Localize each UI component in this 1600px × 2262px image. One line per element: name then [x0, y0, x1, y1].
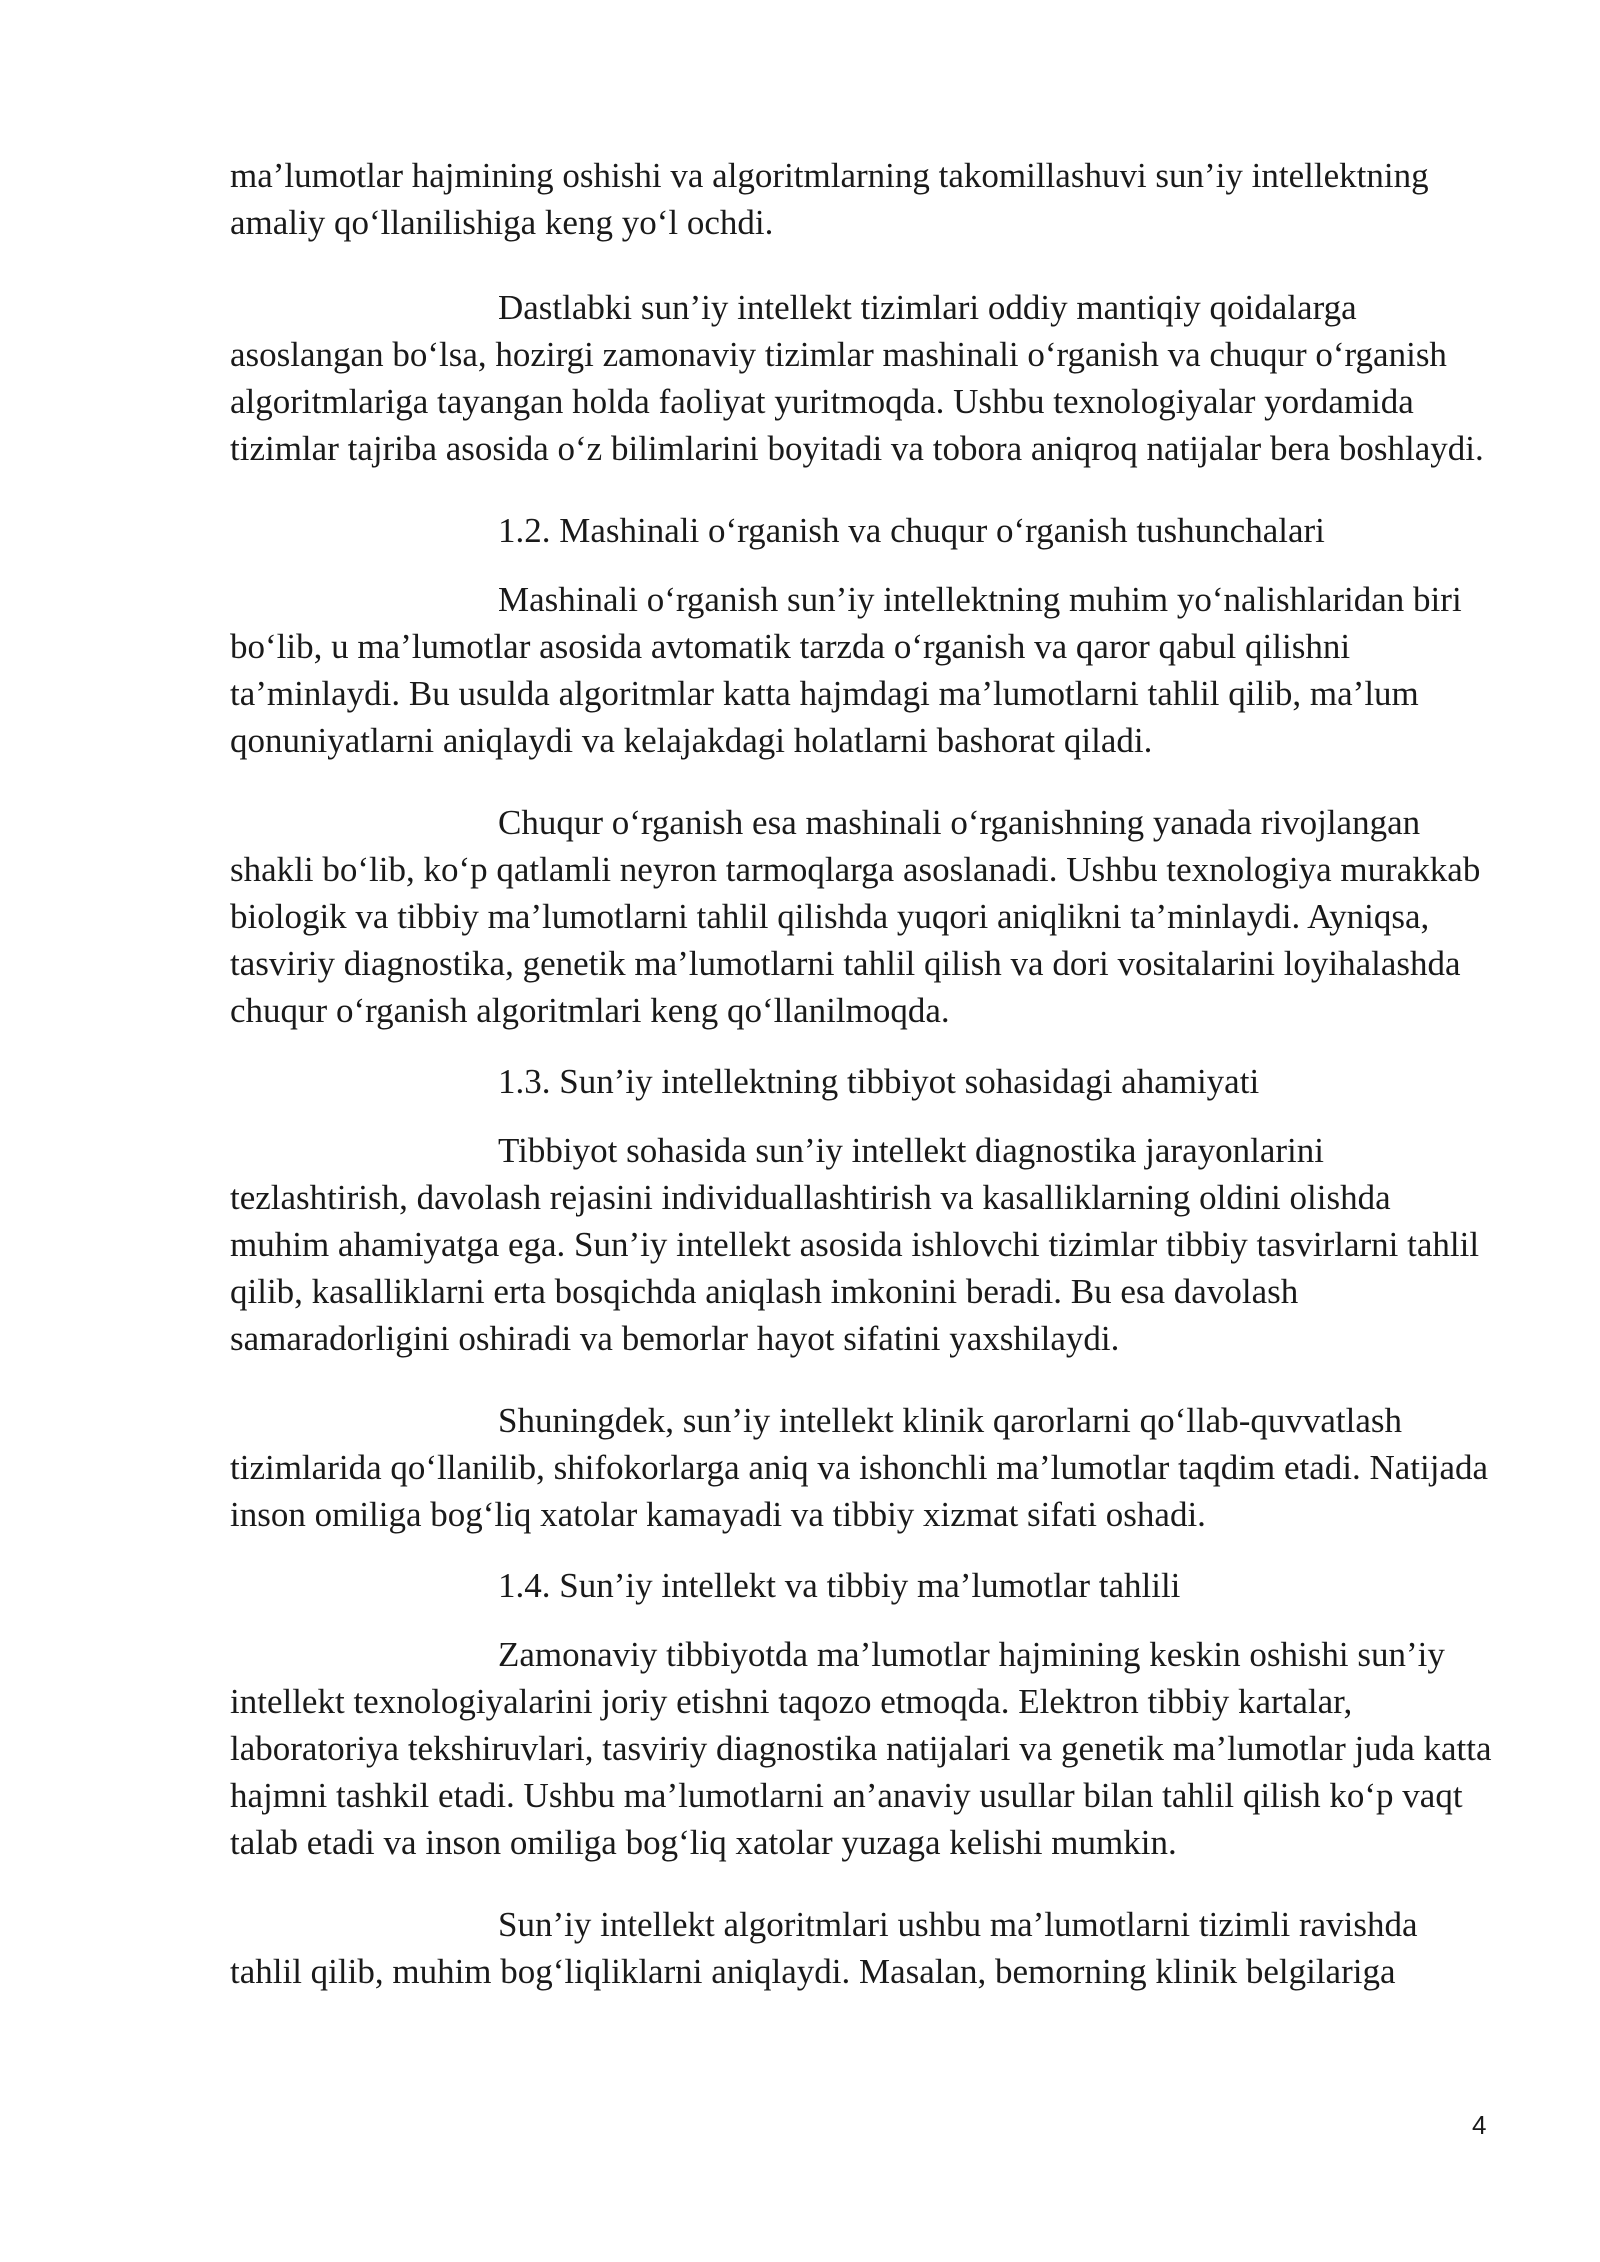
page-number: 4 — [1472, 2110, 1487, 2140]
paragraph-intro-continuation: ma’lumotlar hajmining oshishi va algoritmlarning takomillashuvi sun’iy intellektning amaliy qo‘llanilishiga keng yo‘l ochdi. — [230, 156, 1429, 242]
document-page — [230, 152, 1495, 2030]
paragraph-clinical-decisions: Shuningdek, sun’iy intellekt klinik qarorlarni qo‘llab-quvvatlash tizimlarida qo‘llanilib, shifokorlarga aniq va ishonchli ma’lumotlar taqdim etadi. Natijada inson omiliga bog‘liq xatolar kamayadi va tibbiy xizmat sifati oshadi. — [230, 1401, 1489, 1534]
paragraph-medical-importance: Tibbiyot sohasida sun’iy intellekt diagnostika jarayonlarini tezlashtirish, davolash rejasini individuallashtirish va kasalliklarning oldini olishda muhim ahamiyatga ega. Sun’iy intellekt asosida ishlovchi tizimlar tibbiy tasvirlarni tahlil qilib, kasalliklarni erta bosqichda aniqlash imkonini beradi. Bu esa davolash samaradorligini oshiradi va bemorlar hayot sifatini yaxshilaydi. — [230, 1131, 1480, 1358]
paragraph-data-volume: Zamonaviy tibbiyotda ma’lumotlar hajmining keskin oshishi sun’iy intellekt texnologiyalarini joriy etishni taqozo etmoqda. Elektron tibbiy kartalar, laboratoriya tekshiruvlari, tasviriy diagnostika natijalari va genetik ma’lumotlar juda katta hajmni tashkil etadi. Ushbu ma’lumotlarni an’anaviy usullar bilan tahlil qilish ko‘p vaqt talab etadi va inson omiliga bog‘liq xatolar yuzaga kelishi mumkin. — [230, 1635, 1492, 1862]
section-heading-1-2: 1.2. Mashinali o‘rganish va chuqur o‘rganish tushunchalari — [498, 511, 1325, 550]
section-heading-1-4: 1.4. Sun’iy intellekt va tibbiy ma’lumotlar tahlili — [498, 1566, 1181, 1605]
paragraph-ai-algorithms: Sun’iy intellekt algoritmlari ushbu ma’lumotlarni tizimli ravishda tahlil qilib, muhim bog‘liqliklarni aniqlaydi. Masalan, bemorning klinik belgilariga — [230, 1905, 1418, 1991]
paragraph-early-ai-systems: Dastlabki sun’iy intellekt tizimlari oddiy mantiqiy qoidalarga asoslangan bo‘lsa, hozirgi zamonaviy tizimlar mashinali o‘rganish va chuqur o‘rganish algoritmlariga tayangan holda faoliyat yuritmoqda. Ushbu texnologiyalar yordamida tizimlar tajriba asosida o‘z bilimlarini boyitadi va tobora aniqroq natijalar bera boshlaydi. — [230, 288, 1484, 468]
paragraph-deep-learning: Chuqur o‘rganish esa mashinali o‘rganishning yanada rivojlangan shakli bo‘lib, ko‘p qatlamli neyron tarmoqlarga asoslanadi. Ushbu texnologiya murakkab biologik va tibbiy ma’lumotlarni tahlil qilishda yuqori aniqlikni ta’minlaydi. Ayniqsa, tasviriy diagnostika, genetik ma’lumotlarni tahlil qilish va dori vositalarini loyihalashda chuqur o‘rganish algoritmlari keng qo‘llanilmoqda. — [230, 803, 1481, 1030]
section-heading-1-3: 1.3. Sun’iy intellektning tibbiyot sohasidagi ahamiyati — [498, 1062, 1260, 1101]
paragraph-machine-learning: Mashinali o‘rganish sun’iy intellektning muhim yo‘nalishlaridan biri bo‘lib, u ma’lumotlar asosida avtomatik tarzda o‘rganish va qaror qabul qilishni ta’minlaydi. Bu usulda algoritmlar katta hajmdagi ma’lumotlarni tahlil qilib, ma’lum qonuniyatlarni aniqlaydi va kelajakdagi holatlarni bashorat qiladi. — [230, 580, 1462, 760]
